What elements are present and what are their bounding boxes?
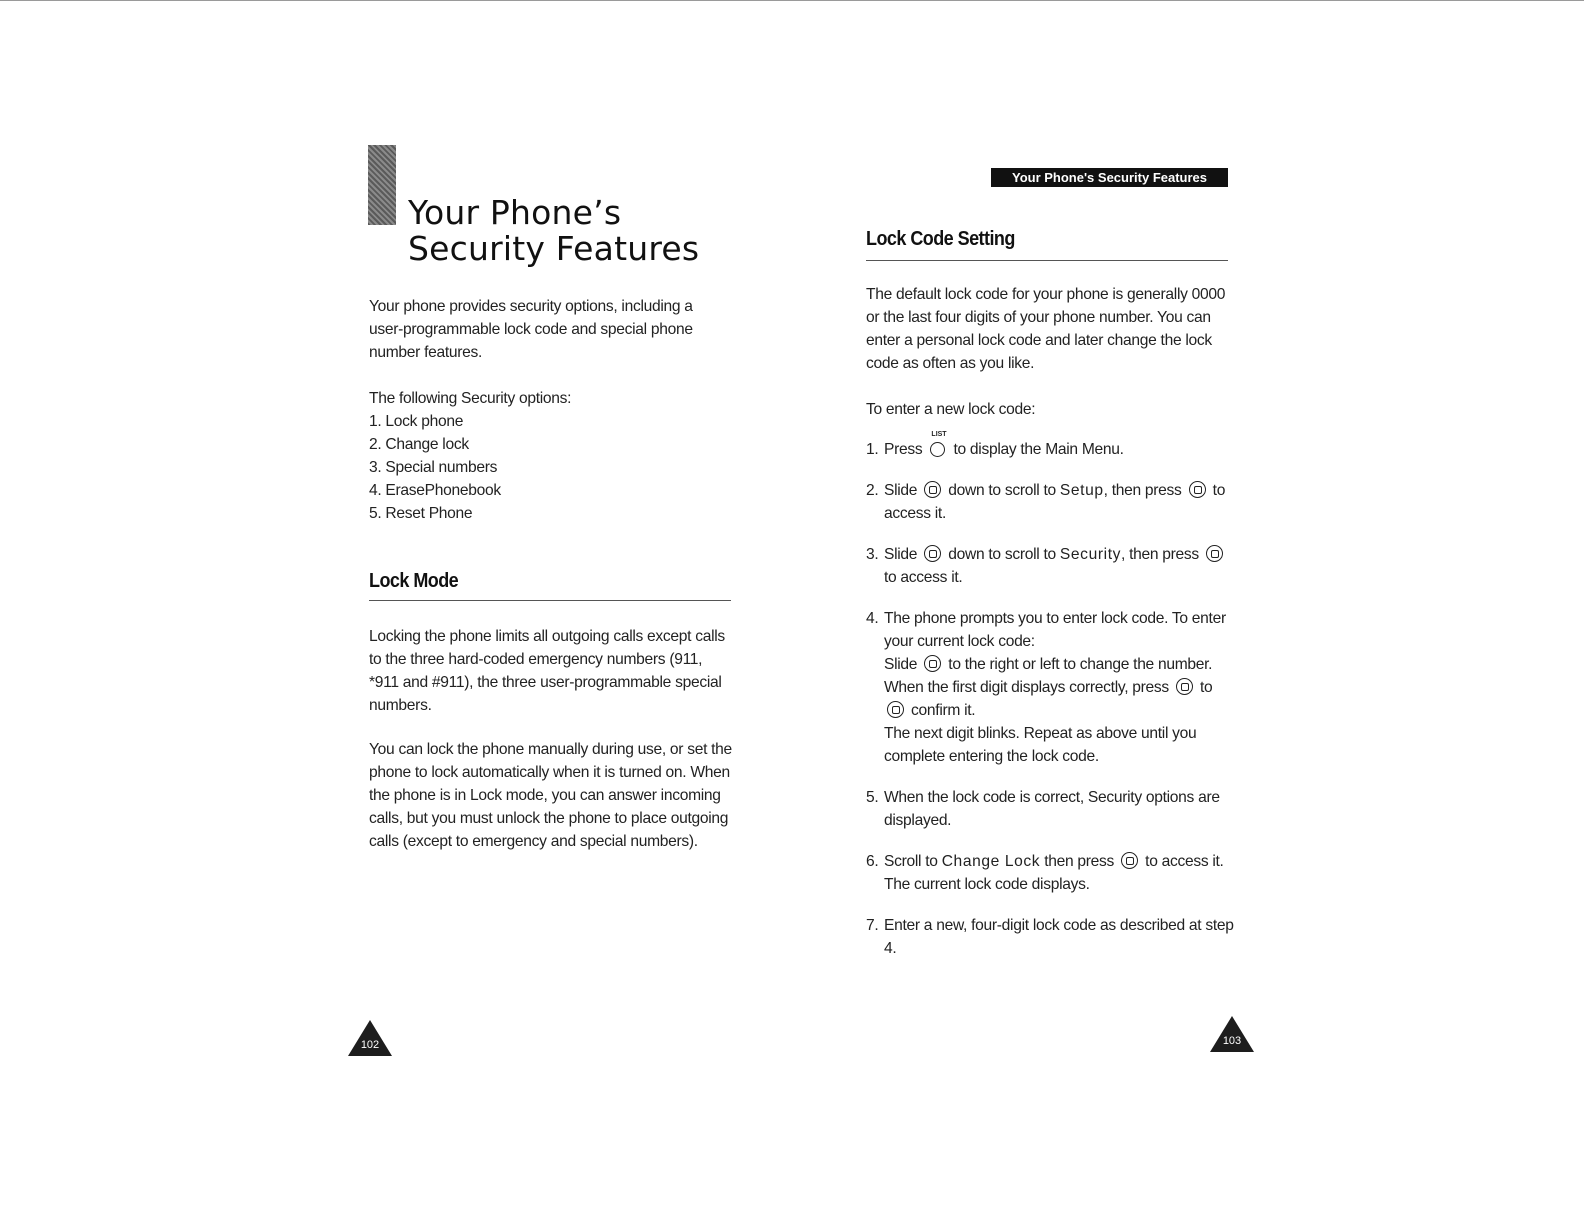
- options-heading: The following Security options:: [369, 390, 572, 407]
- step-1: [866, 431, 1236, 461]
- step-text: When the first digit displays correctly, press: [884, 679, 1169, 696]
- nav-key-icon: [924, 481, 941, 498]
- lock-mode-paragraph-1: Locking the phone limits all outgoing calls except calls to the three hard-coded emergency numbers (911, *911 and #911), the three user-programmable special numbers.: [369, 628, 725, 714]
- step-text: to access it.: [884, 569, 963, 586]
- step-number: 6.: [866, 853, 879, 870]
- option-item: 2. Change lock: [369, 436, 469, 453]
- lock-mode-paragraph-2: You can lock the phone manually during use, or set the phone to lock automatically when it is turned on. When the phone is in Lock mode, you can answer incoming calls, but you must unlock the phone to place outgoing calls (except to emergency and special numbers).: [369, 741, 732, 850]
- lock-code-setting-heading: Lock Code Setting: [866, 228, 1015, 250]
- nav-key-icon: [924, 545, 941, 562]
- chapter-title-line1: Your Phone’s: [408, 193, 622, 232]
- step-text: down to scroll to: [948, 546, 1056, 563]
- list-key-icon: [930, 431, 947, 457]
- step-text: Enter a new, four-digit lock code as described at step 4.: [884, 917, 1234, 957]
- step-text: Slide: [884, 546, 918, 563]
- nav-key-icon: [887, 701, 904, 718]
- step-text: , then press: [1121, 546, 1199, 563]
- step-text: to: [1200, 679, 1213, 696]
- step-4: [866, 607, 1236, 768]
- enter-code-heading: To enter a new lock code:: [866, 401, 1036, 418]
- step-number: 1.: [866, 441, 879, 458]
- step-7: [866, 914, 1236, 960]
- step-number: 3.: [866, 546, 879, 563]
- step-text: to display the Main Menu.: [953, 441, 1124, 458]
- step-number: 5.: [866, 789, 879, 806]
- lock-code-intro: The default lock code for your phone is generally 0000 or the last four digits of your phone number. You can enter a personal lock code and later change the lock code as often as you like.: [866, 286, 1226, 372]
- menu-name: Setup: [1059, 482, 1104, 499]
- chapter-title: [408, 195, 699, 267]
- menu-name: Change Lock: [941, 853, 1041, 870]
- step-text: to access it.: [884, 482, 1226, 522]
- step-number: 7.: [866, 917, 879, 934]
- list-key-caption: LIST: [931, 431, 947, 438]
- option-item: 5. Reset Phone: [369, 505, 473, 522]
- step-text: to the right or left to change the number.: [948, 656, 1213, 673]
- nav-key-icon: [1121, 852, 1138, 869]
- menu-name: Security: [1059, 546, 1122, 563]
- nav-key-icon: [1189, 481, 1206, 498]
- option-item: 3. Special numbers: [369, 459, 498, 476]
- step-text: The phone prompts you to enter lock code. To enter your current lock code:: [884, 610, 1226, 650]
- step-text: Press: [884, 441, 923, 458]
- step-3: [866, 543, 1236, 589]
- chapter-title-line2: Security Features: [408, 229, 700, 268]
- steps-list: [866, 431, 1236, 960]
- option-item: 4. ErasePhonebook: [369, 482, 501, 499]
- step-number: 2.: [866, 482, 879, 499]
- page-number-right: 103: [1222, 1035, 1242, 1047]
- step-text: , then press: [1103, 482, 1182, 499]
- step-text: then press: [1044, 853, 1115, 870]
- nav-key-icon: [924, 655, 941, 672]
- intro-paragraph: Your phone provides security options, including a user-programmable lock code and special phone number features.: [369, 298, 693, 361]
- step-number: 4.: [866, 610, 879, 627]
- running-header-tab: Your Phone's Security Features: [991, 168, 1228, 187]
- step-5: [866, 786, 1236, 832]
- chapter-marker-bar: [368, 145, 396, 225]
- step-text: Slide: [884, 656, 918, 673]
- option-item: 1. Lock phone: [369, 413, 464, 430]
- lock-mode-rule: [369, 600, 731, 601]
- step-text: confirm it.: [911, 702, 976, 719]
- step-text: Slide: [884, 482, 918, 499]
- nav-key-icon: [1176, 678, 1193, 695]
- step-text: to access it. The current lock code displays.: [884, 853, 1224, 893]
- step-2: [866, 479, 1236, 525]
- nav-key-icon: [1206, 545, 1223, 562]
- page-number-left: 102: [360, 1039, 380, 1051]
- lock-code-rule: [866, 260, 1228, 261]
- step-text: When the lock code is correct, Security options are displayed.: [884, 789, 1220, 829]
- security-options-list: [369, 410, 501, 525]
- lock-mode-heading: Lock Mode: [369, 570, 459, 592]
- step-text: The next digit blinks. Repeat as above until you complete entering the lock code.: [884, 725, 1197, 765]
- step-6: [866, 850, 1236, 896]
- step-text: down to scroll to: [948, 482, 1056, 499]
- top-border: [0, 0, 1584, 1]
- step-text: Scroll to: [884, 853, 938, 870]
